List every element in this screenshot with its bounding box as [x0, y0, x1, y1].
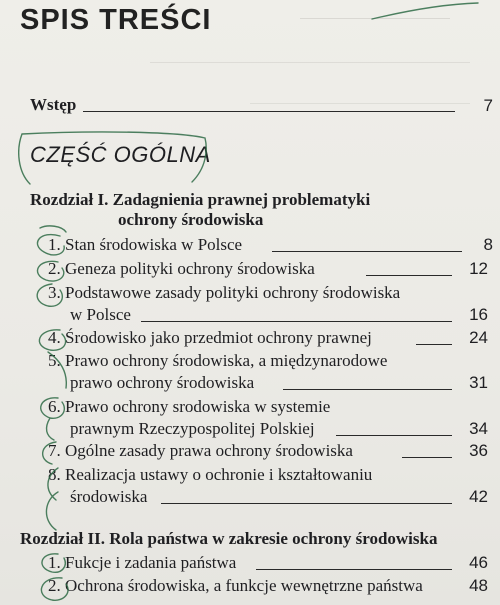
bleed-through-text	[150, 62, 470, 66]
toc-item: 2. Geneza polityki ochrony środowiska	[48, 259, 315, 278]
toc-item: 6. Prawo ochrony srodowiska w systemie	[48, 397, 331, 416]
toc-item: 4. Środowisko jako przedmiot ochrony prawnej	[48, 328, 372, 347]
toc-leader-line	[161, 503, 452, 504]
toc-item-page: 34	[469, 419, 488, 438]
toc-item-page: 46	[469, 553, 488, 572]
toc-item: 5. Prawo ochrony środowiska, a międzynarodowe	[48, 351, 388, 370]
part-heading: CZĘŚĆ OGÓLNA	[30, 142, 211, 167]
toc-item-page: 48	[469, 576, 488, 595]
chapter-1-title: Rozdział I. Zadagnienia prawnej problematyki	[30, 190, 371, 209]
toc-leader-line	[256, 569, 452, 570]
toc-item: 1. Stan środowiska w Polsce	[48, 235, 243, 254]
bleed-through-text	[250, 103, 470, 107]
toc-intro-label: Wstęp	[30, 95, 77, 114]
toc-item-cont: prawo ochrony środowiska	[70, 373, 255, 392]
toc-item: 1. Fukcje i zadania państwa	[48, 553, 237, 572]
toc-item-page: 8	[483, 235, 493, 254]
toc-item-cont: prawnym Rzeczypospolitej Polskiej	[70, 419, 315, 438]
toc-item-page: 16	[469, 305, 488, 324]
toc-item: 7. Ogólne zasady prawa ochrony środowiska	[48, 441, 353, 460]
toc-item: 8. Realizacja ustawy o ochronie i kształtowaniu	[48, 465, 373, 484]
toc-leader-line	[141, 321, 452, 322]
page-title: SPIS TREŚCI	[20, 4, 212, 36]
chapter-2-title: Rozdział II. Rola państwa w zakresie ochrony środowiska	[20, 529, 438, 548]
toc-leader-line	[272, 251, 462, 252]
chapter-1-title-cont: ochrony środowiska	[118, 210, 264, 229]
toc-item-page: 31	[469, 373, 488, 392]
toc-leader-line	[416, 344, 452, 345]
toc-item-page: 42	[469, 487, 488, 506]
toc-leader-line	[83, 111, 455, 112]
bleed-through-text	[300, 18, 450, 22]
toc-intro-page: 7	[483, 96, 493, 115]
toc-item-page: 12	[469, 259, 488, 278]
toc-leader-line	[336, 435, 452, 436]
toc-item: 2. Ochrona środowiska, a funkcje wewnętrzne państwa	[48, 576, 423, 595]
toc-item-cont: w Polsce	[70, 305, 131, 324]
toc-item-page: 24	[469, 328, 488, 347]
toc-leader-line	[283, 389, 452, 390]
toc-item-cont: środowiska	[70, 487, 148, 506]
toc-leader-line	[402, 457, 452, 458]
pen-stroke-top	[372, 3, 478, 19]
toc-leader-line	[366, 275, 452, 276]
chapter-2-mark	[46, 492, 58, 530]
toc-item-page: 36	[469, 441, 488, 460]
toc-item: 3. Podstawowe zasady polityki ochrony środowiska	[48, 283, 401, 302]
